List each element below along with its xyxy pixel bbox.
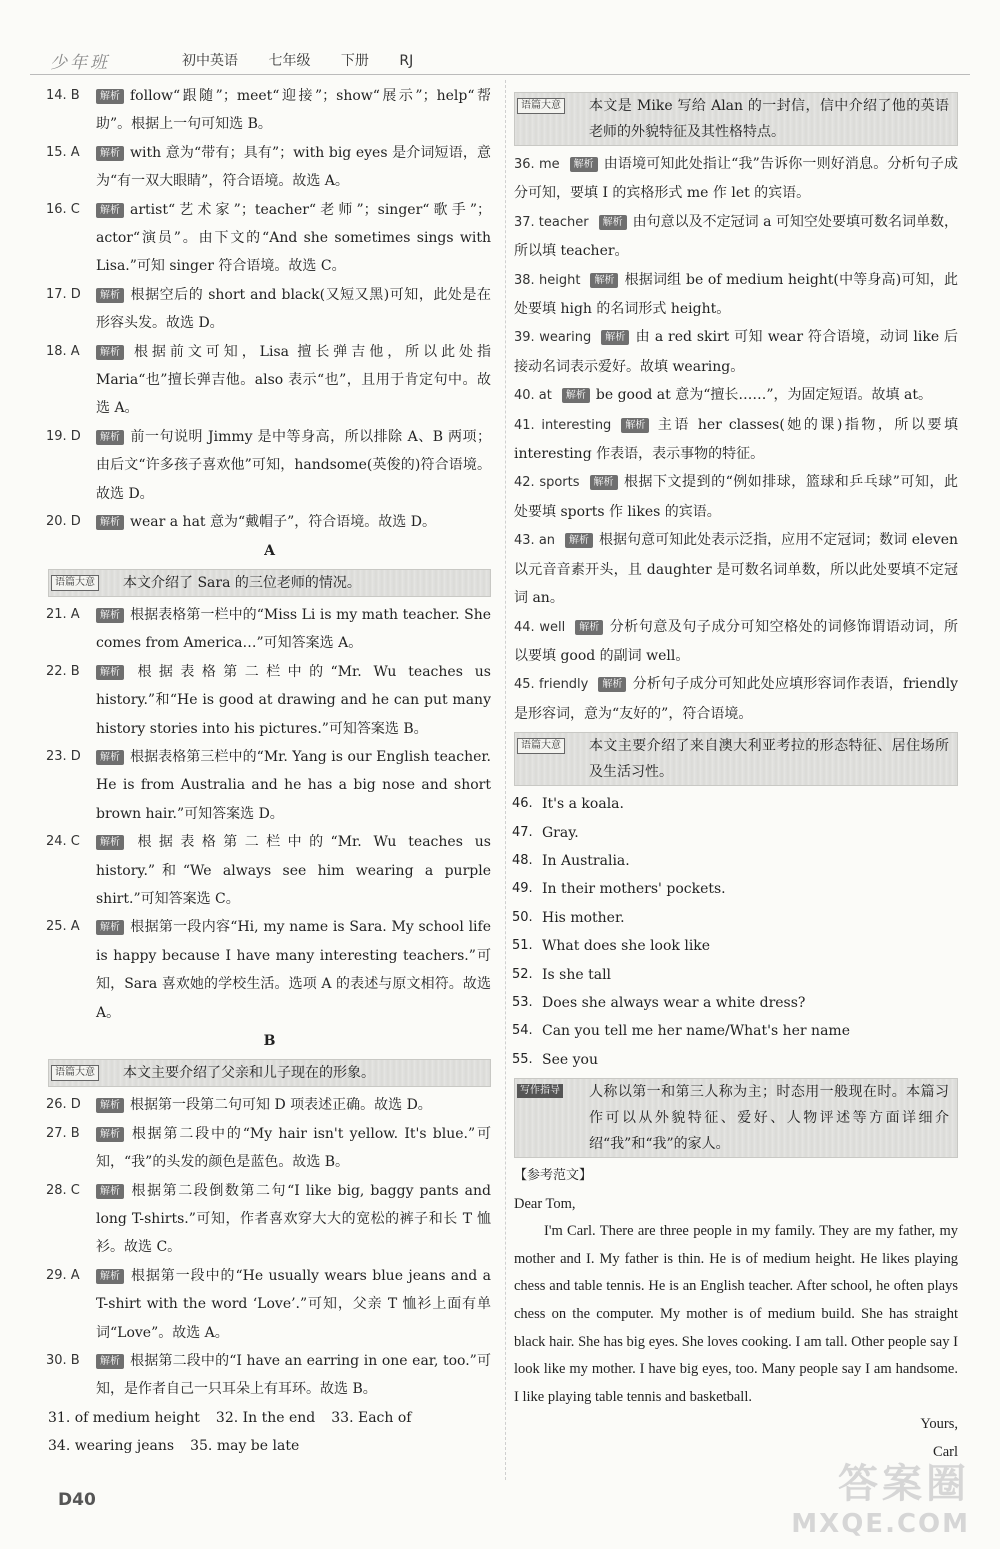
explanation-tag: 解析	[601, 330, 629, 345]
summary-text: 本文主要介绍了来自澳大利亚考拉的形态特征、居住场所及生活习性。	[589, 738, 949, 781]
explanation-tag: 解析	[96, 89, 124, 104]
answer-text: 根据第一段内容“Hi, my name is Sara. My school life is happy because I have many interesting teachers.”可知，Sara 喜欢她的学校生活。选项 A 的表述与原文相符。故选 A。	[96, 919, 491, 1021]
answer-item	[48, 139, 491, 196]
edition-label: RJ	[399, 53, 414, 69]
answer-number: 50.	[512, 909, 533, 925]
answer-number: 17. D	[46, 286, 81, 302]
fill-answer: 34. wearing jeans	[48, 1438, 175, 1455]
right-column	[514, 88, 958, 1467]
answer-text: 根据下文提到的“例如排球，篮球和乒乓球”可知，此处要填 sports 作 likes 的宾语。	[514, 474, 958, 520]
explanation-tag: 解析	[96, 1127, 124, 1142]
explanation-tag: 解析	[96, 750, 124, 765]
answer-text: 根据表格第二栏中的“Mr. Wu teaches us history.”和“We always see him wearing a purple shirt.”可知答案选 C。	[96, 834, 491, 907]
answer-number: 42. sports	[514, 475, 580, 491]
explanation-tag: 解析	[598, 677, 626, 692]
answer-text: What does she look like	[542, 938, 711, 955]
answer-number: 40. at	[514, 388, 552, 404]
answer-item	[48, 338, 491, 423]
answer-number: 38. height	[514, 272, 581, 288]
header-meta	[182, 50, 429, 70]
answer-text: wear a hat 意为“戴帽子”，符合语境。故选 D。	[130, 514, 436, 531]
reference-letter	[514, 1191, 958, 1467]
answer-item	[48, 1347, 491, 1404]
answer-item	[514, 847, 958, 875]
answer-text: be good at 意为“擅长……”，为固定短语。故填 at。	[595, 387, 932, 404]
section-heading-b: B	[263, 1033, 276, 1049]
answer-item	[48, 196, 491, 281]
answer-item	[48, 601, 491, 658]
answer-text: 根据前文可知，Lisa 擅长弹吉他，所以此处指 Maria“也”擅长弹吉他。also 表示“也”，且用于肯定句中。故选 A。	[96, 343, 491, 417]
answer-text: 根据表格第一栏中的“Miss Li is my math teacher. She comes from America…”可知答案选 A。	[96, 606, 491, 652]
answer-item	[48, 508, 491, 536]
answer-number: 16. C	[46, 201, 80, 217]
explanation-tag: 解析	[96, 345, 124, 360]
fill-in-answers	[48, 1404, 491, 1461]
explanation-tag: 解析	[562, 388, 590, 403]
explanation-tag: 解析	[96, 1354, 124, 1369]
answer-item	[48, 82, 491, 139]
answer-number: 44. well	[514, 619, 566, 635]
answer-number: 49.	[512, 881, 533, 897]
answer-item	[514, 989, 958, 1017]
answer-item	[48, 828, 491, 913]
answer-text: 根据句意可知此处表示泛指，应用不定冠词；数词 eleven 以元音音素开头，且 daughter 是可数名词单数，所以此处要填不定冠词 an。	[514, 532, 958, 607]
answer-number: 43. an	[514, 533, 556, 549]
answer-number: 28. C	[46, 1182, 80, 1198]
answer-item	[514, 208, 958, 266]
explanation-tag: 解析	[96, 146, 124, 161]
summary-tag: 语篇大意	[517, 98, 565, 114]
answer-number: 36. me	[514, 157, 560, 172]
answer-number: 47.	[512, 824, 533, 840]
answer-item	[48, 1120, 491, 1177]
answer-number: 29. A	[46, 1267, 80, 1283]
answer-item	[514, 961, 958, 989]
answer-number: 25. A	[46, 919, 80, 935]
fill-answer-row	[48, 1404, 491, 1432]
passage-summary-d	[514, 732, 958, 786]
answer-text: 根据表格第二栏中的“Mr. Wu teaches us history.”和“He is good at drawing and he can put many history stories into his pictures.”可知答案选 B。	[96, 663, 491, 737]
answer-item	[48, 658, 491, 743]
answer-text: follow“跟随”；meet“迎接”；show“展示”；help“帮助”。根据上一句可知选 B。	[96, 88, 491, 133]
writing-guide-text: 人称以第一和第三人称为主；时态用一般现在时。本篇习作可以从外貌特征、爱好、人物评述等方面详细介绍“我”和“我”的家人。	[589, 1084, 949, 1153]
answer-item	[514, 1017, 958, 1045]
answer-text: In their mothers' pockets.	[542, 881, 726, 898]
summary-tag: 语篇大意	[517, 738, 565, 754]
answer-number: 55.	[512, 1051, 533, 1067]
answer-text: Does she always wear a white dress?	[542, 994, 806, 1011]
answer-item	[514, 468, 958, 526]
summary-text: 本文介绍了 Sara 的三位老师的情况。	[123, 574, 361, 591]
answer-item	[514, 790, 958, 818]
answer-number: 27. B	[46, 1125, 80, 1141]
explanation-tag: 解析	[96, 288, 124, 303]
answer-text: artist“艺术家”；teacher“老师”；singer“歌手”；actor“演员”。由下文的“And she sometimes sings with Lisa.”可知 singer 符合语境。故选 C。	[96, 201, 491, 275]
brand-logo: 少年班	[50, 53, 110, 73]
subject-label: 初中英语	[182, 53, 238, 69]
watermark-line2: MXQE.COM	[791, 1509, 970, 1539]
writing-tag: 写作指导	[517, 1084, 563, 1098]
watermark-line1: 答案圈	[838, 1461, 970, 1507]
answer-item	[48, 1091, 491, 1119]
answer-item	[514, 266, 958, 324]
answer-item	[514, 150, 958, 208]
answer-item	[514, 323, 958, 381]
explanation-tag: 解析	[621, 418, 649, 433]
answer-text: 根据表格第三栏中的“Mr. Yang is our English teacher. He is from Australia and he has a big nose and short brown hair.”可知答案选 D。	[96, 748, 491, 822]
answer-number: 21. A	[46, 606, 80, 622]
answer-number: 15. A	[46, 144, 80, 160]
answer-item	[514, 381, 958, 410]
summary-tag: 语篇大意	[51, 1065, 99, 1081]
answer-number: 14. B	[46, 88, 80, 103]
summary-text: 本文主要介绍了父亲和儿子现在的形象。	[123, 1065, 375, 1082]
answer-number: 18. A	[46, 343, 80, 359]
answer-text: 分析句子成分可知此处应填形容词作表语，friendly 是形容词，意为“友好的”，符合语境。	[514, 676, 958, 722]
explanation-tag: 解析	[96, 430, 124, 445]
explanation-tag: 解析	[96, 1269, 124, 1284]
fill-answer: 32. In the end	[215, 1409, 316, 1426]
answer-text: 由语境可知此处指让“我”告诉你一则好消息。分析句子成分可知，要填 I 的宾格形式 me 作 let 的宾语。	[514, 156, 958, 202]
answer-number: 46.	[512, 796, 533, 812]
answer-text: 根据词组 be of medium height(中等身高)可知，此处要填 high 的名词形式 height。	[514, 271, 958, 318]
answer-item	[48, 1262, 491, 1347]
answer-number: 45. friendly	[514, 677, 589, 693]
answer-item	[514, 411, 958, 469]
answer-number: 20. D	[46, 514, 81, 530]
summary-text: 本文是 Mike 写给 Alan 的一封信，信中介绍了他的英语老师的外貌特征及其性格特点。	[589, 98, 949, 140]
fill-answer-row	[48, 1432, 491, 1460]
explanation-tag: 解析	[96, 203, 124, 218]
answer-text: 根据第一段中的“He usually wears blue jeans and a T-shirt with the word ‘Love’.”可知，父亲 T 恤衫上面有单词“Love”。故选 A。	[96, 1267, 491, 1341]
passage-summary-a	[48, 569, 491, 597]
answer-text: His mother.	[542, 909, 625, 926]
answer-text: 根据第二段倒数第二句“I like big, baggy pants and long T-shirts.”可知，作者喜欢穿大大的宽松的裤子和长 T 恤衫。故选 C。	[96, 1182, 491, 1256]
answer-text: 根据第一段第二句可知 D 项表述正确。故选 D。	[130, 1097, 432, 1114]
answer-text: Is she tall	[542, 966, 612, 983]
answer-item	[514, 932, 958, 960]
explanation-tag: 解析	[565, 533, 593, 548]
fill-answer: 35. may be late	[190, 1438, 300, 1455]
explanation-tag: 解析	[570, 157, 598, 172]
answer-number: 41. interesting	[514, 417, 612, 433]
volume-label: 下册	[340, 53, 369, 69]
answer-text: 分析句意及句子成分可知空格处的词修饰谓语动词，所以要填 good 的副词 well。	[514, 618, 958, 664]
answer-item	[48, 1177, 491, 1262]
answer-item	[48, 423, 491, 508]
explanation-tag: 解析	[590, 475, 618, 490]
answer-number: 30. B	[46, 1353, 80, 1369]
letter-body: I'm Carl. There are three people in my family. They are my father, my mother and I. My father is thin. He is of medium height. He likes playing chess and table tennis. He is an English teacher. After school, he often plays chess on the computer. My mother is of medium build. She has straight black hair. She has big eyes. She loves cooking. I am tall. Other people say I look like my mother. I have big eyes, too. Many people say I am handsome. I like playing table tennis and basketball.	[514, 1223, 958, 1405]
letter-closing: Yours,	[920, 1416, 958, 1433]
explanation-tag: 解析	[96, 920, 124, 935]
explanation-tag: 解析	[96, 1184, 124, 1199]
answer-number: 26. D	[46, 1097, 81, 1113]
answer-number: 51.	[512, 938, 533, 954]
answer-number: 39. wearing	[514, 330, 592, 346]
answer-item	[514, 875, 958, 903]
answer-text: 由 a red skirt 可知 wear 符合语境，动词 like 后接动名词表示爱好。故填 wearing。	[514, 329, 958, 375]
answer-text: 根据空后的 short and black(又短又黑)可知，此处是在形容头发。故选 D。	[96, 286, 491, 332]
answer-item	[514, 613, 958, 671]
answer-item	[514, 904, 958, 932]
answer-number: 24. C	[46, 834, 80, 850]
answer-text: 根据第二段中的“My hair isn't yellow. It's blue.”可知，“我”的头发的颜色是蓝色。故选 B。	[96, 1125, 491, 1171]
answer-number: 19. D	[46, 428, 81, 444]
letter-signature: Carl	[933, 1443, 958, 1460]
summary-tag: 语篇大意	[51, 575, 99, 591]
answer-text: 根据第二段中的“I have an earring in one ear, too.”可知，是作者自己一只耳朵上有耳环。故选 B。	[96, 1353, 491, 1398]
answer-item	[514, 1046, 958, 1074]
header-rule	[30, 74, 970, 75]
answer-text: with 意为“带有；具有”；with big eyes 是介词短语，意为“有一双大眼睛”，符合语境。故选 A。	[96, 144, 491, 190]
answer-number: 54.	[512, 1023, 533, 1039]
letter-greeting: Dear Tom,	[514, 1195, 576, 1212]
grade-label: 七年级	[268, 53, 311, 69]
answer-item	[514, 819, 958, 847]
explanation-tag: 解析	[96, 1098, 124, 1113]
answer-item	[48, 281, 491, 338]
fill-answer: 31. of medium height	[48, 1409, 200, 1426]
explanation-tag: 解析	[590, 273, 618, 288]
page-header	[30, 40, 970, 80]
answer-item	[514, 526, 958, 612]
answer-text: It's a koala.	[542, 796, 624, 813]
section-heading-a: A	[264, 542, 275, 559]
answer-number: 48.	[512, 852, 533, 868]
explanation-tag: 解析	[599, 215, 627, 230]
answer-number: 53.	[512, 994, 533, 1010]
explanation-tag: 解析	[96, 665, 124, 680]
answer-item	[48, 913, 491, 1027]
answer-text: In Australia.	[542, 852, 630, 869]
explanation-tag: 解析	[575, 620, 603, 635]
passage-summary-c	[514, 92, 958, 146]
writing-guide	[514, 1078, 958, 1158]
explanation-tag: 解析	[96, 608, 124, 623]
answer-number: 23. D	[46, 748, 81, 764]
explanation-tag: 解析	[96, 515, 124, 530]
answer-number: 37. teacher	[514, 214, 589, 230]
answer-number: 22. B	[46, 663, 80, 679]
page-number: D40	[58, 1490, 96, 1510]
left-column	[48, 82, 491, 1461]
column-divider	[505, 80, 506, 1480]
answer-item	[48, 743, 491, 828]
passage-summary-b	[48, 1059, 491, 1087]
reference-essay-title: 【参考范文】	[514, 1168, 593, 1184]
answer-text: 主语 her classes(她的课)指物，所以要填 interesting 作表语，表示事物的特征。	[514, 416, 958, 463]
explanation-tag: 解析	[96, 835, 124, 850]
answer-text: 由句意以及不定冠词 a 可知空处要填可数名词单数，所以填 teacher。	[514, 213, 958, 260]
answer-number: 52.	[512, 966, 533, 982]
answer-text: Can you tell me her name/What's her name	[542, 1023, 850, 1040]
answer-text: Gray.	[542, 824, 579, 841]
answer-text: See you	[542, 1051, 598, 1068]
answer-item	[514, 670, 958, 728]
answer-text: 前一句说明 Jimmy 是中等身高，所以排除 A、B 两项；由后文“许多孩子喜欢他”可知，handsome(英俊的)符合语境。故选 D。	[96, 428, 491, 502]
watermark	[791, 1452, 970, 1539]
fill-answer: 33. Each of	[331, 1409, 412, 1426]
